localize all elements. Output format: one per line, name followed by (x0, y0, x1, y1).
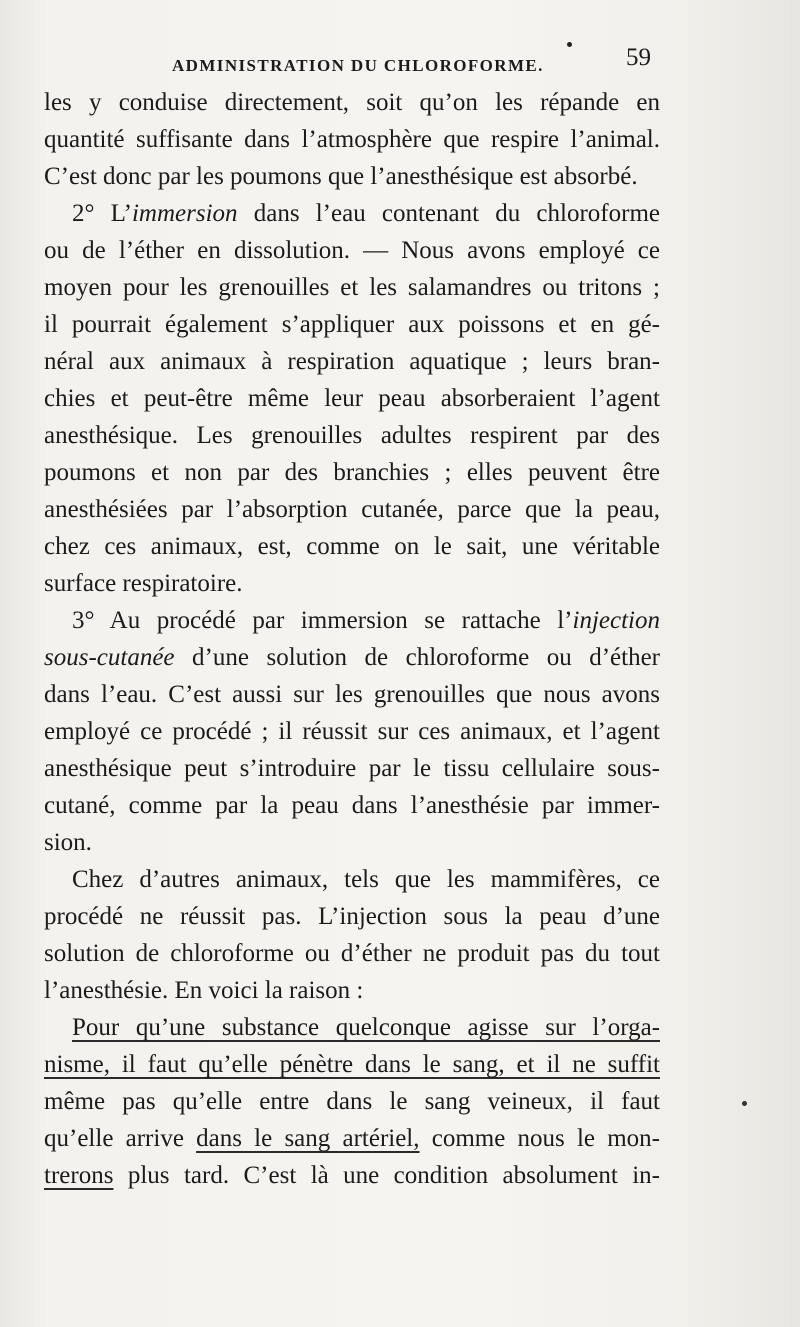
text-line: solution de chloroforme ou d’éther ne produit pas du tout (44, 940, 660, 967)
text-run: même pas qu’elle entre dans le sang veineux, il faut (44, 1088, 660, 1115)
underlined-phrase: trerons (44, 1162, 114, 1189)
text-line: quantité suffisante dans l’atmosphère que respire l’animal. (44, 126, 660, 153)
text-line (44, 639, 660, 676)
text-line: procédé ne réussit pas. L’injection sous la peau d’une (44, 903, 660, 930)
text-line: cutané, comme par la peau dans l’anesthésie par immer- (44, 792, 660, 819)
text-line: l’anesthésie. En voici la raison : (44, 977, 364, 1004)
text-run: comme nous le mon- (419, 1125, 661, 1152)
text-line (44, 195, 660, 232)
text-line: chies et peut-être même leur peau absorberaient l’agent (44, 385, 660, 412)
text-line: C’est donc par les poumons que l’anesthésique est absorbé. (44, 163, 638, 190)
italic-term: injection (572, 607, 660, 634)
text-line: chez ces animaux, est, comme on le sait, une véritable (44, 533, 660, 560)
text-run: d’une solution de chloroforme ou d’éther (174, 644, 660, 671)
text-line: moyen pour les grenouilles et les salamandres ou tritons ; (44, 274, 660, 301)
text-line (44, 1083, 660, 1120)
text-run: qu’elle arrive (44, 1125, 197, 1152)
text-run: 2° L’ (72, 200, 132, 227)
text-run: dans l’eau contenant du chloroforme (237, 200, 660, 227)
page-body (44, 84, 660, 1194)
text-line (44, 1120, 660, 1157)
text-line: Chez d’autres animaux, tels que les mammifères, ce (72, 866, 660, 893)
text-line: poumons et non par des branchies ; elles peuvent être (44, 459, 660, 486)
page-number: 59 (626, 44, 651, 71)
text-run: plus tard. C’est là une condition absolument in- (113, 1162, 660, 1189)
italic-term: sous-cutanée (44, 644, 175, 671)
text-line: ou de l’éther en dissolution. — Nous avons employé ce (44, 237, 660, 264)
text-line: anesthésique peut s’introduire par le tissu cellulaire sous- (44, 755, 660, 782)
text-line: surface respiratoire. (44, 570, 243, 597)
text-line (44, 602, 660, 639)
page-edge-shadow (680, 0, 800, 1327)
margin-mark (742, 1101, 747, 1106)
underlined-line: nisme, il faut qu’elle pénètre dans le sang, et il ne suffit (44, 1051, 660, 1078)
text-line (44, 1157, 660, 1194)
text-line: anesthésique. Les grenouilles adultes respirent par des (44, 422, 660, 449)
italic-term: immersion (131, 200, 238, 227)
text-run: 3° Au procédé par immersion se rattache l’ (72, 607, 573, 634)
text-line: il pourrait également s’appliquer aux poissons et en gé- (44, 311, 660, 338)
running-title: ADMINISTRATION DU CHLOROFORME. (172, 56, 544, 75)
text-line: les y conduise directement, soit qu’on les répande en (44, 89, 660, 116)
text-line: sion. (44, 829, 92, 856)
underlined-line: Pour qu’une substance quelconque agisse sur l’orga- (72, 1014, 660, 1041)
print-mark (567, 42, 572, 47)
underlined-phrase: dans le sang artériel, (196, 1125, 420, 1152)
text-line: anesthésiées par l’absorption cutanée, parce que la peau, (44, 496, 660, 523)
text-line: néral aux animaux à respiration aquatique ; leurs bran- (44, 348, 660, 375)
text-line: employé ce procédé ; il réussit sur ces animaux, et l’agent (44, 718, 660, 745)
text-line: dans l’eau. C’est aussi sur les grenouilles que nous avons (44, 681, 660, 708)
